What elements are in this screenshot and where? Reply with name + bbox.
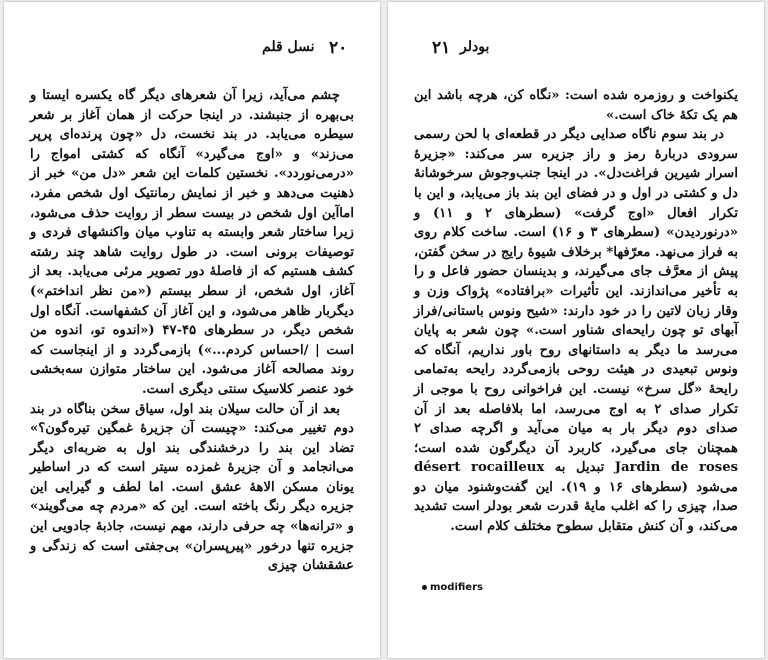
page-number: ۲۰ (329, 38, 348, 58)
paragraph: چشم می‌آید، زیرا آن شعرهای دیگر گاه یکسره ایستا و بی‌بهره از جنبشند. در اینجا حرکت از همان آغاز بر شعر سیطره می‌یابد. در بند نخست، دل «چون پرنده‌ای پرپر می‌زند» و «اوج می‌گیرد» آنگاه که کشتی امواج را «درمی‌نوردد». نخستین کلمات این شعر «دل من» خبر از ذهنیت می‌دهد و خبر از نمایش رمانتیک اول شخص مفرد، اماآین اول شخص در بیست سطر از روایت حذف می‌شود، زیرا ساختار شعر وابسته به تناوب میان واکنشهای فردی و توصیفات برونی است. در طول روایت شاهد چند رشته کشف هستیم که از فاصلهٔ دور تصویر مرئی می‌یابد. بعد از آغاز، اول شخص، از سطر بیستم («من نظر انداختم») دیگربار ظاهر می‌شود، و این آغاز آن کشفهاست. آنگاه اول شخص دیگر، در سطرهای ۴۵-۴۷ («اندوه تو، اندوه من است | /احساس کردم...») بازمی‌گردد و از اینجاست که روند مصالحه آغاز می‌شود. این ساختار متوازن سه‌بخشی خود عنصر کلاسیک سنتی دیگری است. (30, 88, 354, 397)
running-title: بودلر (460, 39, 490, 55)
page-header (4, 38, 380, 62)
paragraph: بعد از آن حالت سیلان بند اول، سیاق سخن بناگاه در بند دوم تغییر می‌کند: «چیست آن جزیرهٔ غمگین تیره‌گون؟» تضاد این بند را درخشندگی بند اول به ضربه‌ای دیگر می‌انجامد و آن جزیرهٔ غمزده سیتر است که در اساطیر یونان مسکن الاههٔ عشق است. اما لطف و گیرایی این جزیره دیگر رنگ باخته است. این که «مردم چه می‌گویند» و «ترانه‌ها» چه حرفی دارند، مهم نیست، جاذبهٔ جادویی این جزیره تنها درخور «پیرپسران» بی‌جفتی است که زندگی و عشقشان چیزی (30, 401, 354, 574)
running-title: نسل قلم (262, 39, 315, 55)
paragraph: یکنواخت و روزمره شده است: «نگاه کن، هرچه باشد این هم یک تکهٔ خاک است.» (414, 88, 738, 123)
right-page (388, 2, 764, 658)
page-body (30, 86, 354, 576)
page-header (388, 38, 764, 62)
paragraph: در بند سوم ناگاه صدایی دیگر در قطعه‌ای با لحن رسمی سرودی دربارهٔ رمز و راز جزیره سر می‌کند: «جزیرهٔ اسرار شیرین فراغت‌دل». در اینجا جنب‌وجوش سرخوشانهٔ دل و کشتی در اول و در فضای این بند باز می‌یابد، و این با تکرار افعال «اوج گرفت» (سطرهای ۲ و ۱۱) و «درنوردیدن» (سطرهای ۳ و ۱۶) است. ساخت کلام روی به فراز می‌نهد. معرّفها* برخلاف شیوهٔ رایج در سخن گفتن، پیش از معرَّف جای می‌گیرند، و بدینسان حضور فاعل و را به تأخیر می‌اندازند. این تأثیرات «برافتاده» پژواک وزن و وقار زبان لاتین را در خود دارند: «شیح ونوس باستانی/فراز آبهای تو چون رایحه‌ای شناور است.» چون شعر به پایان می‌رسد ما دیگر به داستانهای روح باور نداریم، آنگاه که ونوس تبعیدی در هیئت روحی بازمی‌گردد رایحه به‌تمامی رایحهٔ «گل سرخ» نیست. این فراخوانی روح با موجی از تکرار صدای ۲ به اوج می‌رسد، اما بلافاصله بعد از آن صدای دوم دیگر بار به میان می‌آید و اگرچه صدای ۲ همچنان جای می‌گیرد، کاربرد آن دیگرگون شده است؛ Jardin de roses تبدیل به désert rocailleux می‌شود (سطرهای ۱۶ و ۱۹). این گفت‌وشنود میان دو صدا، چیزی را که اغلب مایهٔ قدرت شعر بودلر است تشدید می‌کند، و آن کنش متقابل سطوح مختلف کلام است. (414, 127, 739, 535)
page-body (414, 86, 738, 537)
left-page (4, 2, 380, 658)
footnote-marker-icon (422, 585, 427, 590)
footnote-text: modifiers (430, 582, 483, 593)
page-number: ۲۱ (432, 38, 451, 58)
footnote (422, 582, 483, 593)
